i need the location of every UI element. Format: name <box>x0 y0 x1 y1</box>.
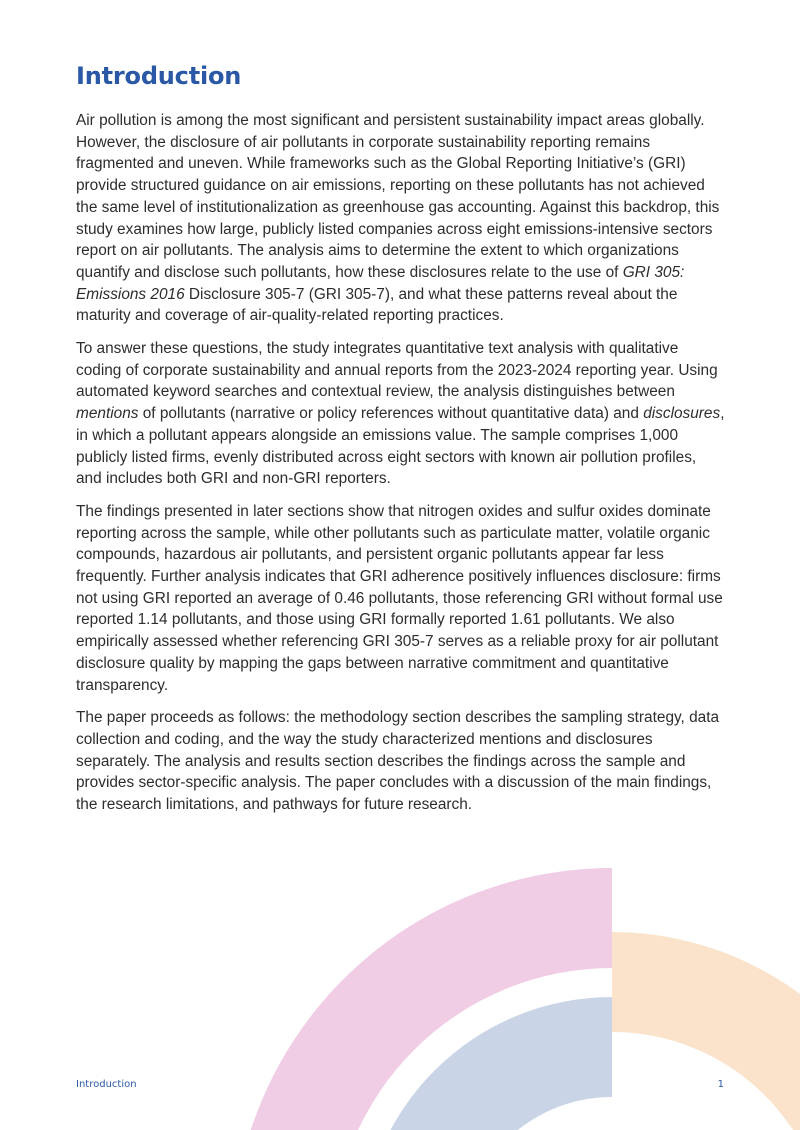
paragraph-3: The findings presented in later sections show that nitrogen oxides and sulfur oxides dominate reporting across the sample, while other pollutants such as particulate matter, volatile organic compounds, hazardous air pollutants, and persistent organic pollutants appear far less frequently. Further analysis indicates that GRI adherence positively influences disclosure: firms not using GRI reported an average of 0.46 pollutants, those referencing GRI without formal use reported 1.14 pollutants, and those using GRI formally reported 1.61 pollutants. We also empirically assessed whether referencing GRI 305-7 serves as a reliable proxy for air pollutant disclosure quality by mapping the gaps between narrative commitment and quantitative transparency. <box>76 502 723 694</box>
footer-section-label: Introduction <box>76 1079 137 1090</box>
peach-arc <box>612 932 800 1130</box>
paragraph-2-emphasis-disclosures: disclosures <box>643 405 721 423</box>
paragraph-1-text-a: Air pollution is among the most significant and persistent sustainability impact areas globally. However, the disclosure of air pollutants in corporate sustainability reporting remains fragmented and uneven. While frameworks such as the Global Reporting Initiative’s (GRI) provide structured guidance on air emissions, reporting on these pollutants has not achieved the same level of institutionalization as greenhouse gas accounting. Against this backdrop, this study examines how large, publicly listed companies across eight emissions-intensive sectors report on air pollutants. The analysis aims to determine the extent to which organizations quantify and disclose such pollutants, how these disclosures relate to the use of <box>76 112 720 281</box>
paragraph-1-emphasis: GRI 305: Emissions 2016 <box>76 263 685 303</box>
paragraph-2-text-b: of pollutants (narrative or policy references without quantitative data) and <box>138 405 644 423</box>
paragraph-2-text-c: , in which a pollutant appears alongside an emissions value. The sample comprises 1,000 publicly listed firms, evenly distributed across eight sectors with known air pollution profiles, and includes both GRI and non-GRI reporters. <box>76 405 725 488</box>
body-text <box>76 110 726 827</box>
paragraph-1-text-b: Disclosure 305-7 (GRI 305-7), and what these patterns reveal about the maturity and coverage of air-quality-related reporting practices. <box>76 285 678 325</box>
paragraph-2-emphasis-mentions: mentions <box>76 405 139 423</box>
paragraph-2 <box>76 338 726 490</box>
page-title: Introduction <box>76 62 242 90</box>
paragraph-4: The paper proceeds as follows: the methodology section describes the sampling strategy, data collection and coding, and the way the study characterized mentions and disclosures separately. The analysis and results section describes the findings across the sample and provides sector-specific analysis. The paper concludes with a discussion of the main findings, the research limitations, and pathways for future research. <box>76 709 720 814</box>
paragraph-1 <box>76 110 726 327</box>
footer-page-number: 1 <box>717 1079 724 1090</box>
paragraph-2-text-a: To answer these questions, the study integrates quantitative text analysis with qualitative coding of corporate sustainability and annual reports from the 2023-2024 reporting year. Using automated keyword searches and contextual review, the analysis distinguishes between <box>76 340 718 401</box>
